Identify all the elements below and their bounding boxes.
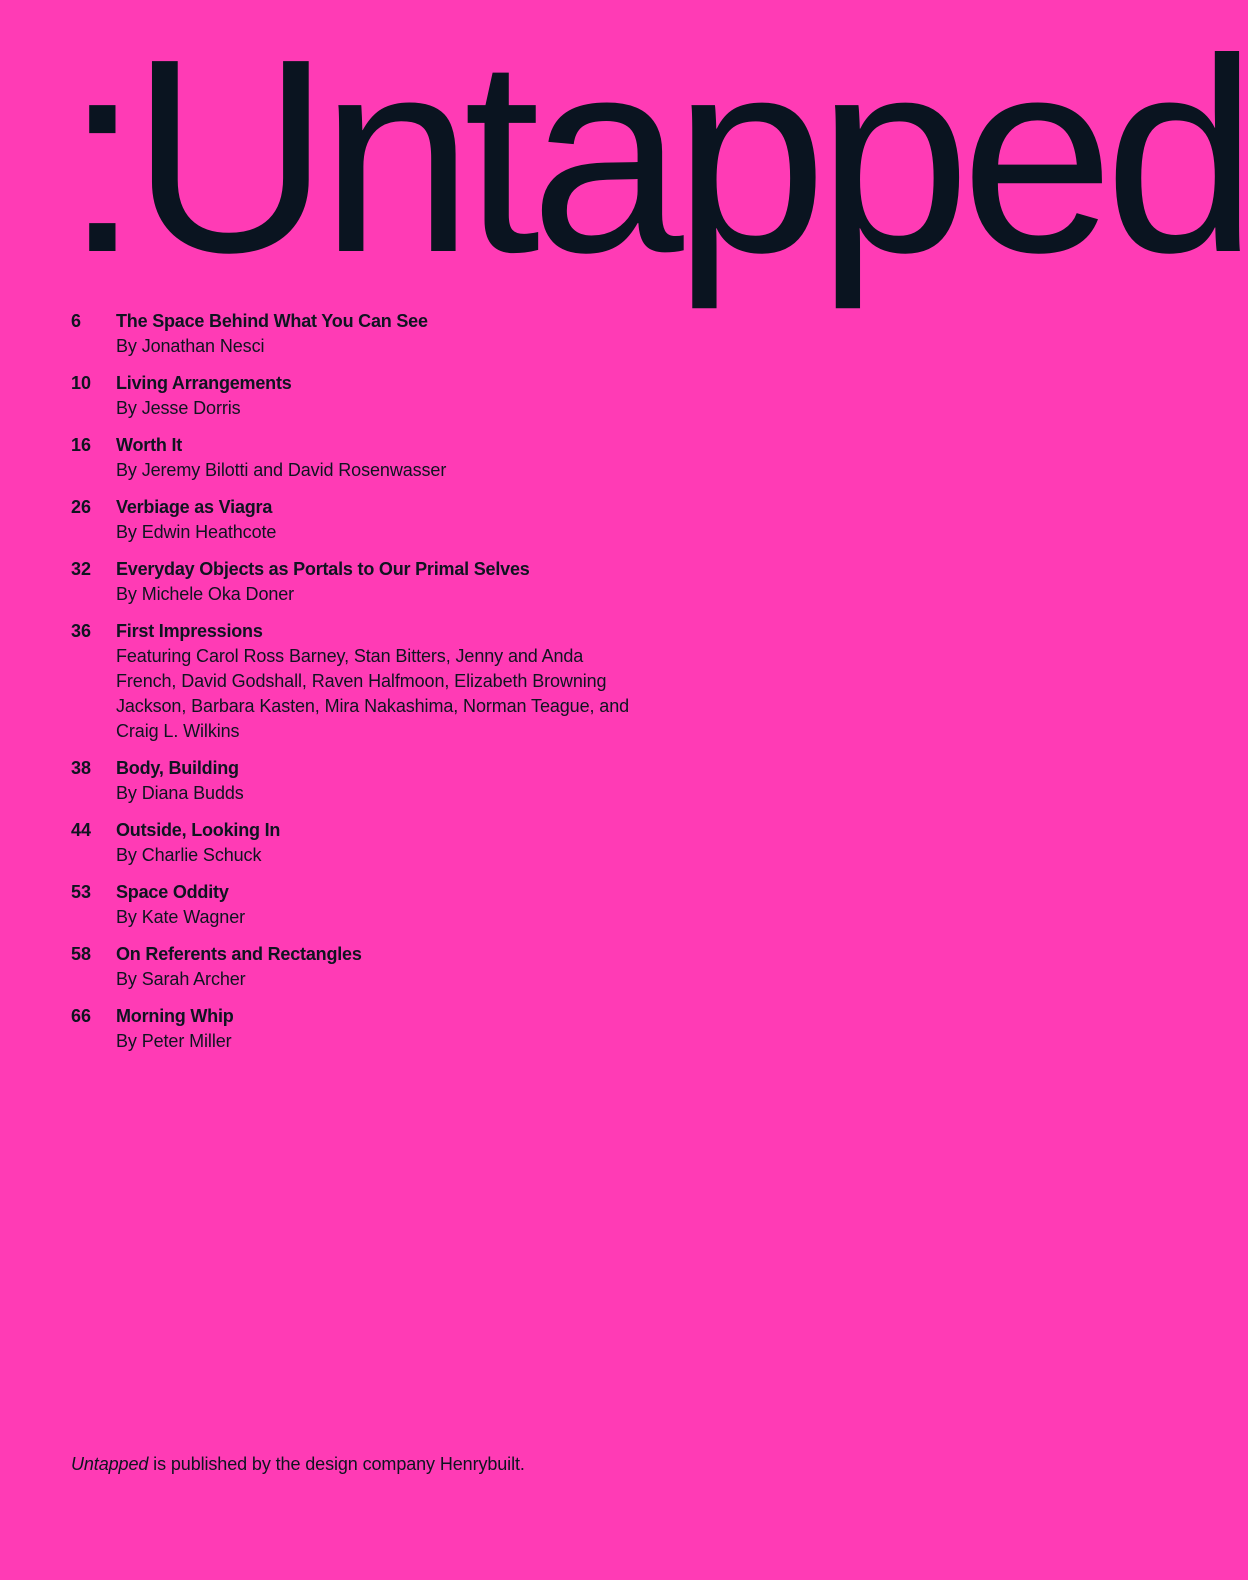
publisher-text: is published by the design company Henrybuilt. bbox=[148, 1454, 525, 1474]
toc-entry[interactable] bbox=[71, 942, 631, 992]
article-title[interactable]: The Space Behind What You Can See bbox=[116, 311, 428, 331]
toc-entry[interactable] bbox=[71, 619, 631, 743]
publisher-note bbox=[71, 1452, 525, 1476]
page-number: 6 bbox=[71, 311, 82, 331]
toc-entry[interactable] bbox=[71, 309, 631, 359]
entry-body bbox=[116, 818, 631, 868]
toc-entry[interactable] bbox=[71, 557, 631, 607]
entry-body bbox=[116, 371, 631, 421]
article-byline: By Jesse Dorris bbox=[116, 397, 241, 418]
toc-entry[interactable] bbox=[71, 818, 631, 868]
article-title[interactable]: Verbiage as Viagra bbox=[116, 497, 273, 518]
publication-name: Untapped bbox=[71, 1454, 149, 1474]
article-title[interactable]: Outside, Looking In bbox=[116, 820, 281, 841]
entry-body bbox=[116, 433, 631, 483]
masthead-title: :Untapped bbox=[64, 2, 1248, 310]
page-number: 16 bbox=[71, 435, 92, 456]
article-byline: By Kate Wagner bbox=[116, 906, 245, 927]
entry-body bbox=[116, 309, 631, 359]
article-byline: By Michele Oka Doner bbox=[116, 584, 295, 605]
article-title[interactable]: Living Arrangements bbox=[116, 373, 292, 394]
entry-body bbox=[116, 756, 631, 806]
article-byline: By Jonathan Nesci bbox=[116, 335, 265, 356]
page-number: 36 bbox=[71, 621, 92, 642]
article-title[interactable]: Body, Building bbox=[116, 757, 239, 778]
toc-entry[interactable] bbox=[71, 495, 631, 545]
page-number: 66 bbox=[71, 1006, 92, 1027]
article-byline: By Diana Budds bbox=[116, 782, 244, 803]
article-byline: By Sarah Archer bbox=[116, 969, 246, 990]
toc-entry[interactable] bbox=[71, 756, 631, 806]
article-title[interactable]: First Impressions bbox=[116, 621, 263, 642]
article-title[interactable]: Space Oddity bbox=[116, 882, 229, 903]
toc-entry[interactable] bbox=[71, 371, 631, 421]
article-title[interactable]: Worth It bbox=[116, 435, 183, 456]
entry-body bbox=[116, 880, 631, 930]
page-number: 26 bbox=[71, 497, 92, 518]
entry-body bbox=[116, 1004, 631, 1054]
page-number: 44 bbox=[71, 820, 92, 841]
page-number: 38 bbox=[71, 757, 92, 778]
article-contributors: Featuring Carol Ross Barney, Stan Bitters, Jenny and Anda French, David Godshall, Raven Halfmoon, Elizabeth Browning Jackson, Barbara Kasten, Mira Nakashima, Norman Teague, and Craig L. Wilkins bbox=[116, 646, 630, 741]
toc-entry[interactable] bbox=[71, 433, 631, 483]
article-byline: By Edwin Heathcote bbox=[116, 522, 277, 543]
page-number: 58 bbox=[71, 944, 92, 965]
article-title[interactable]: Morning Whip bbox=[116, 1006, 234, 1027]
article-byline: By Charlie Schuck bbox=[116, 844, 262, 865]
entry-body bbox=[116, 495, 631, 545]
table-of-contents bbox=[71, 309, 631, 1066]
toc-entry[interactable] bbox=[71, 1004, 631, 1054]
entry-body bbox=[116, 942, 631, 992]
entry-body bbox=[116, 557, 631, 607]
entry-body bbox=[116, 619, 631, 743]
article-byline: By Jeremy Bilotti and David Rosenwasser bbox=[116, 459, 447, 480]
page-number: 32 bbox=[71, 559, 92, 580]
article-byline: By Peter Miller bbox=[116, 1031, 232, 1052]
toc-entry[interactable] bbox=[71, 880, 631, 930]
article-title[interactable]: Everyday Objects as Portals to Our Primal Selves bbox=[116, 559, 530, 580]
page-number: 10 bbox=[71, 373, 92, 394]
page-number: 53 bbox=[71, 882, 92, 903]
article-title[interactable]: On Referents and Rectangles bbox=[116, 944, 362, 965]
